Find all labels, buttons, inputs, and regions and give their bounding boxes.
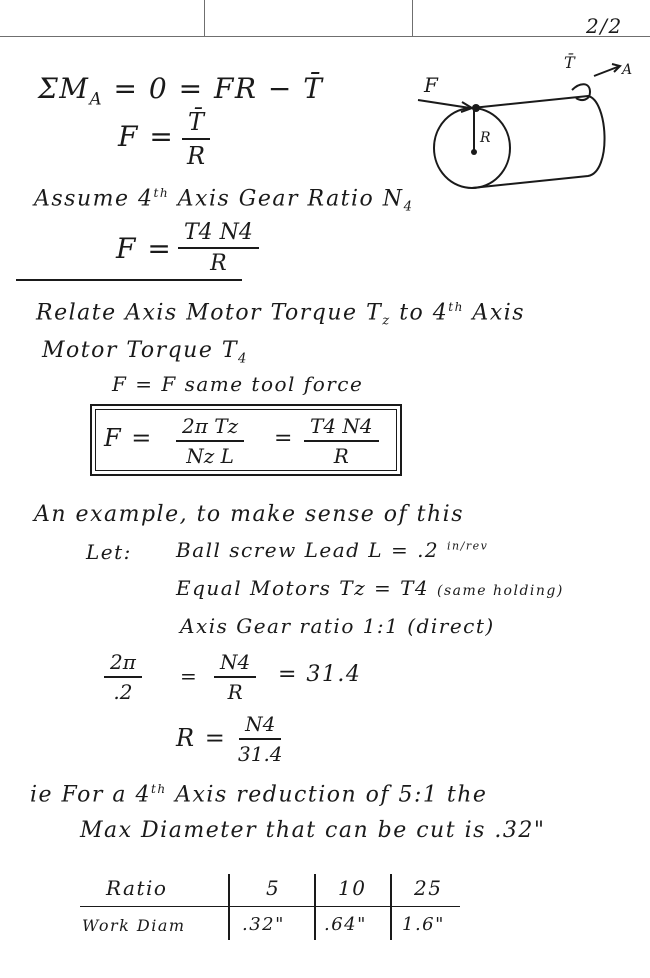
lead-line: Ball screw Lead L = .2 $^{in/rev}$ xyxy=(176,538,489,562)
let-label: Let: xyxy=(86,540,132,564)
table-header-ratio: Ratio xyxy=(106,876,168,900)
header-rule xyxy=(0,36,650,37)
cylinder-diagram xyxy=(398,52,638,192)
boxed-equation-fraction-1: $\frac{\text{2π Tz}}{\text{Nz L}}$ xyxy=(176,414,244,468)
force-equation2-lhs: F = xyxy=(116,232,173,265)
cylinder-front-face xyxy=(434,108,510,188)
example-intro: An example, to make sense of this xyxy=(34,502,464,527)
moment-equation: $\Sigma M_A = 0$ = FR − T̄ xyxy=(38,72,324,109)
table-row-label: Work Diam xyxy=(82,916,186,935)
table-header-10: 10 xyxy=(338,876,367,900)
calc1-result: = 31.4 xyxy=(278,662,362,687)
relate-line-1: Relate Axis Motor Torque $T_z$ to 4th Axis xyxy=(36,300,526,329)
page-number: 2/2 xyxy=(586,14,623,38)
force-arrow xyxy=(418,100,470,108)
calc1-equals: = xyxy=(180,664,199,688)
diagram-torque-label: T̄ xyxy=(564,53,575,72)
table-cell-25: 1.6" xyxy=(402,914,445,935)
table-col-divider-2 xyxy=(314,874,316,940)
calc2-fraction: $\frac{N4}{31.4}$ xyxy=(238,712,283,766)
boxed-equation-equals: = xyxy=(274,426,294,451)
calc2-lhs: R = xyxy=(176,724,227,752)
table-cell-10: .64" xyxy=(324,914,367,935)
force-equation-lhs: F = xyxy=(118,120,175,153)
conclusion-line-2: Max Diameter that can be cut is .32" xyxy=(80,818,546,843)
relate-line-2: Motor Torque $T_4$ xyxy=(42,338,248,367)
gear-ratio-line: Axis Gear ratio 1:1 (direct) xyxy=(180,614,495,638)
motors-line: Equal Motors Tz = T4 (same holding) xyxy=(176,576,564,600)
table-cell-5: .32" xyxy=(242,914,285,935)
table-col-divider-1 xyxy=(228,874,230,940)
diagram-axis-label: A xyxy=(622,62,633,78)
ratio-table xyxy=(80,872,460,942)
header-divider-right xyxy=(412,0,413,36)
calc1-fraction-2: $\frac{N4}{R}$ xyxy=(214,650,256,704)
same-force-line: F = F same tool force xyxy=(112,372,364,396)
diagram-force-label: F xyxy=(424,73,438,97)
boxed-equation-fraction-2: $\frac{T4 N4}{R}$ xyxy=(304,414,379,468)
center-point xyxy=(471,149,477,155)
table-header-25: 25 xyxy=(414,876,443,900)
assume-line: Assume 4th Axis Gear Ratio $N_4$ xyxy=(34,186,414,215)
cylinder-body xyxy=(472,96,605,188)
table-col-divider-3 xyxy=(390,874,392,940)
boxed-equation-lhs: F = xyxy=(104,424,153,452)
section-divider xyxy=(16,279,242,281)
force-equation-fraction: $\frac{T̄}{R}$ xyxy=(182,108,210,170)
table-header-5: 5 xyxy=(266,876,281,900)
table-header-rule xyxy=(80,906,460,907)
calc1-fraction-1: $\frac{2\pi}{.2}$ xyxy=(104,650,142,704)
conclusion-line-1: ie For a 4th Axis reduction of 5:1 the xyxy=(30,782,488,808)
diagram-radius-label: R xyxy=(480,130,491,146)
force-equation2-fraction: $\frac{T4 N4}{R}$ xyxy=(178,220,259,276)
header-divider-left xyxy=(204,0,205,36)
boxed-equation xyxy=(90,404,402,476)
